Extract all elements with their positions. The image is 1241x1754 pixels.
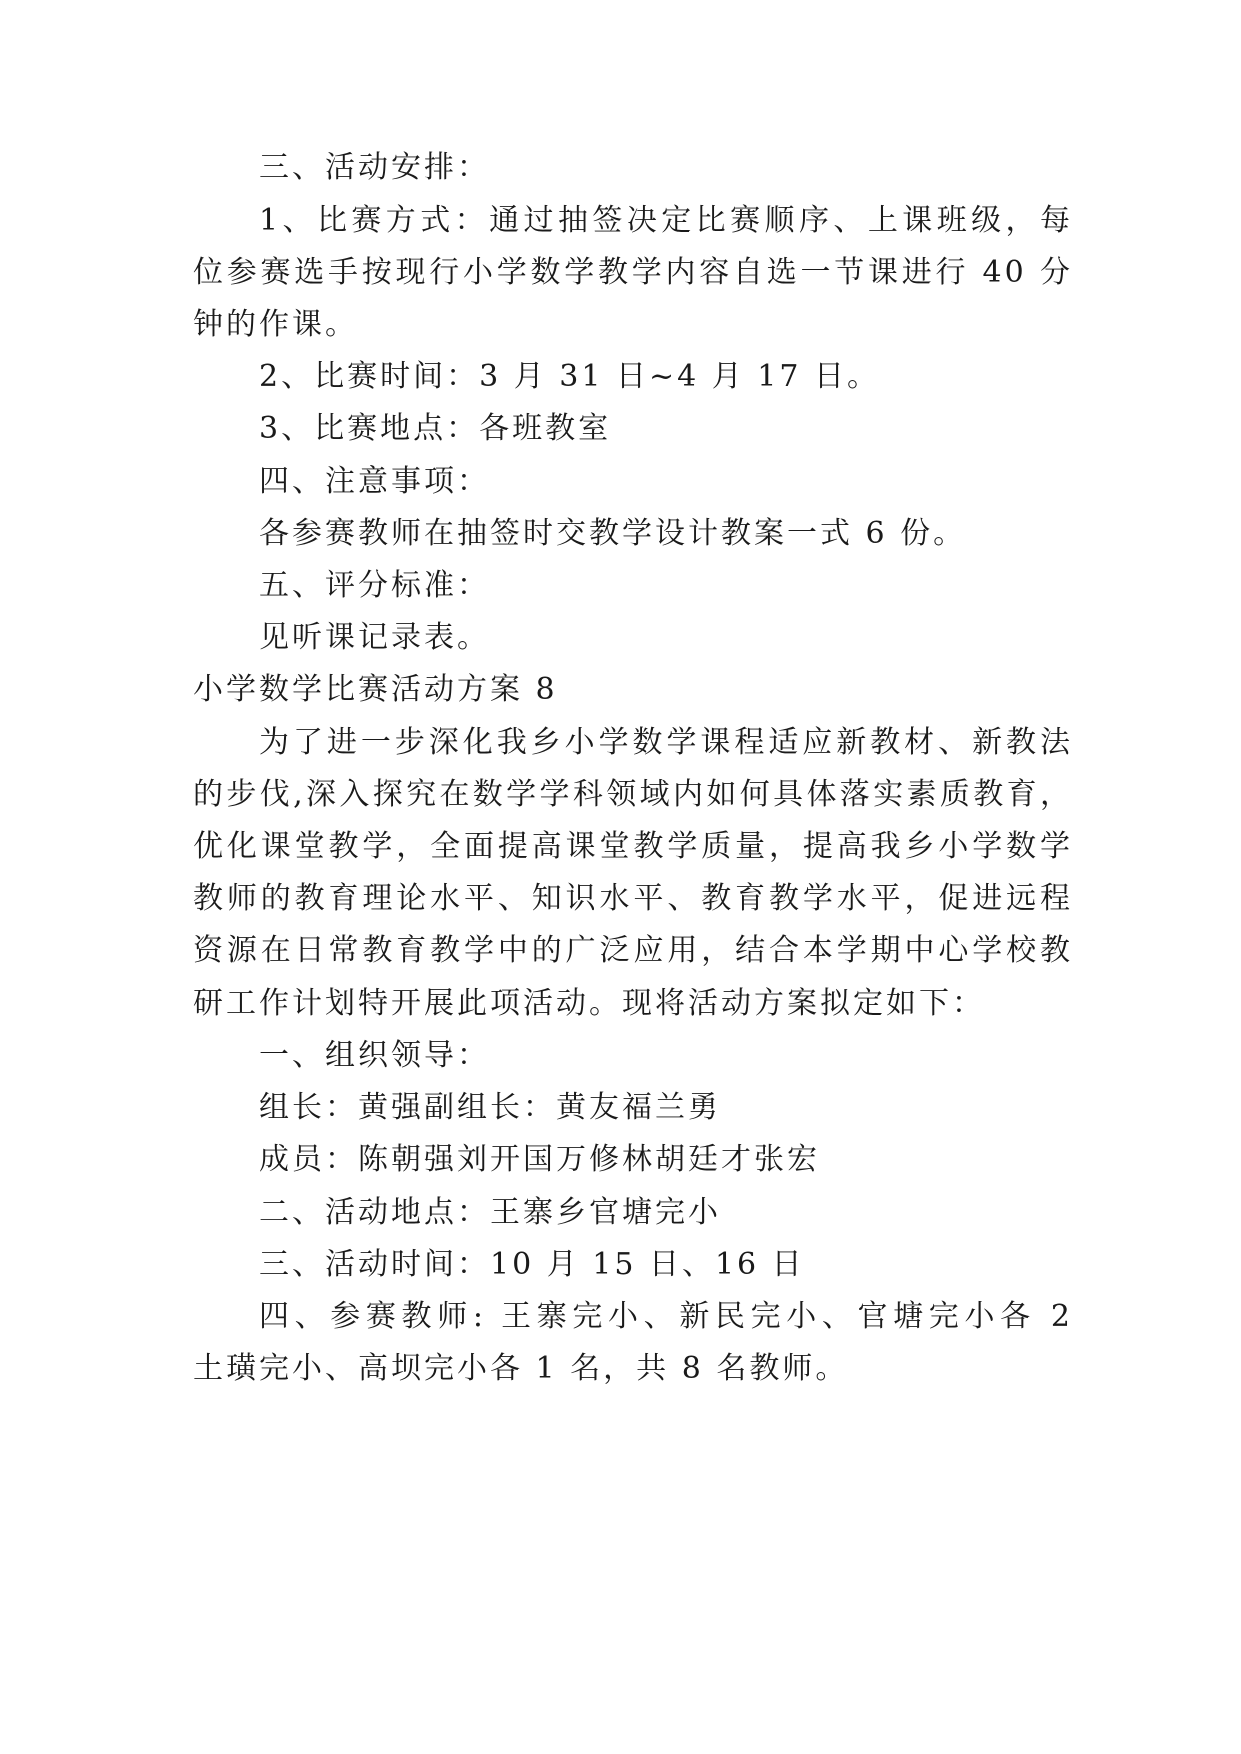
paragraph-line: 的步伐,深入探究在数学学科领域内如何具体落实素质教育， [193,777,1073,812]
paragraph-line: 3、比赛地点：各班教室 [259,411,612,446]
paragraph-line: 钟的作课。 [193,307,358,342]
paragraph-line: 成员：陈朝强刘开国万修林胡廷才张宏 [259,1142,820,1177]
paragraph-line: 见听课记录表。 [259,620,490,655]
section-heading-location: 二、活动地点：王寨乡官塘完小 [259,1195,721,1230]
document-title: 小学数学比赛活动方案 8 [193,672,558,707]
section-heading-activity-arrangement: 三、活动安排： [259,150,490,185]
paragraph-line: 位参赛选手按现行小学数学教学内容自选一节课进行 40 分 [193,255,1073,290]
section-heading-scoring: 五、评分标准： [259,568,490,603]
paragraph-line: 研工作计划特开展此项活动。现将活动方案拟定如下： [193,986,985,1021]
paragraph-line: 为了进一步深化我乡小学数学课程适应新教材、新教法 [259,725,1073,760]
section-heading-leadership: 一、组织领导： [259,1038,490,1073]
paragraph-line: 各参赛教师在抽签时交教学设计教案一式 6 份。 [259,516,967,551]
paragraph-line: 组长：黄强副组长：黄友福兰勇 [259,1090,721,1125]
paragraph-line: 土璜完小、高坝完小各 1 名，共 8 名教师。 [193,1351,849,1386]
section-heading-notes: 四、注意事项： [259,464,490,499]
paragraph-line: 优化课堂教学，全面提高课堂教学质量，提高我乡小学数学 [193,829,1073,864]
paragraph-line: 1、比赛方式：通过抽签决定比赛顺序、上课班级，每 [259,203,1073,238]
paragraph-line: 教师的教育理论水平、知识水平、教育教学水平，促进远程 [193,881,1073,916]
section-heading-teachers: 四、参赛教师: 王寨完小、新民完小、官塘完小各 2 [259,1299,1073,1334]
section-heading-time: 三、活动时间：10 月 15 日、16 日 [259,1247,805,1282]
paragraph-line: 资源在日常教育教学中的广泛应用，结合本学期中心学校教 [193,933,1073,968]
paragraph-line: 2、比赛时间：3 月 31 日~4 月 17 日。 [259,359,880,394]
